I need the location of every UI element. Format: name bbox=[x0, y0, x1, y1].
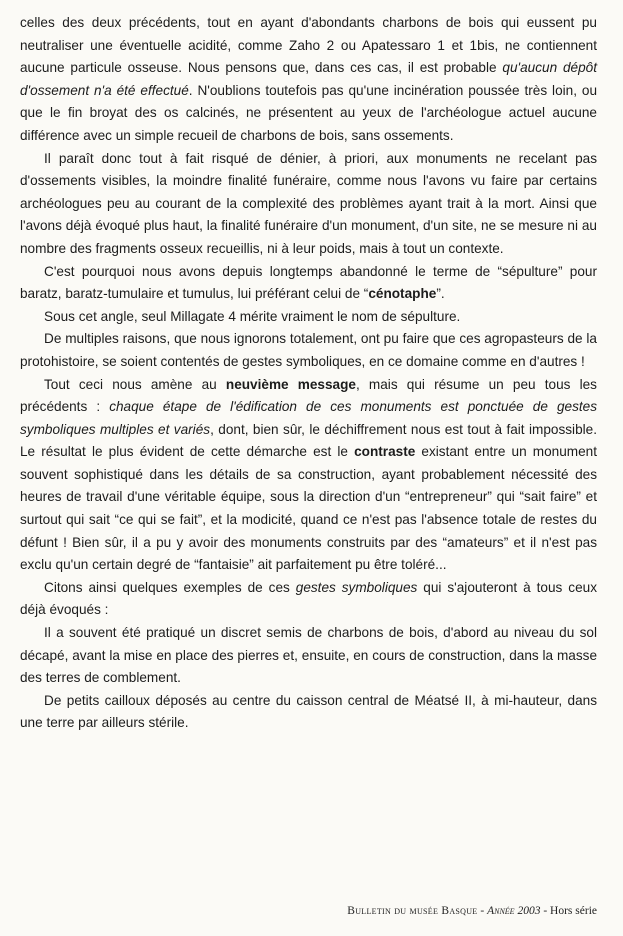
paragraph-3-bold-cenotaphe: cénotaphe bbox=[368, 286, 437, 302]
paragraph-7-emphasis: gestes symboliques bbox=[295, 579, 418, 595]
paragraph-6-text-g: existant entre un monument souvent sophistiqué dans les détails de sa construction, ayant probablement nécessité des heures de travail d'une véritable équipe, sous la direction d'un “entrepreneur” qui “sait faire” et surtout qui sait “ce qui se fait”, et la modicité, quand ce n'est pas l'absence totale de restes du défunt ! Bien sûr, il a pu y avoir des monuments construits par des “amateurs” et il n'est pas exclu qu'un certain degré de “fantaisie” ait parfaitement pu être toléré... bbox=[20, 444, 597, 573]
footer-journal-title: Bulletin du musée Basque bbox=[347, 905, 478, 917]
paragraph-3-text-a: C'est pourquoi nous avons depuis longtemps abandonné le terme de “sépulture” pour baratz, baratz-tumulaire et tumulus, lui préférant celui de “ bbox=[20, 263, 597, 302]
paragraph-1-emphasis: qu'aucun dépôt d'ossement n'a été effectué bbox=[20, 60, 597, 98]
paragraph-6-text-a: Tout ceci nous amène au bbox=[44, 376, 226, 392]
paragraph-7-text-a: Citons ainsi quelques exemples de ces bbox=[44, 579, 296, 595]
paragraph-6-emphasis: chaque étape de l'édification de ces monuments est ponctuée de gestes symboliques multiples et variés bbox=[20, 399, 597, 437]
paragraph-3 bbox=[20, 261, 597, 306]
paragraph-9: De petits cailloux déposés au centre du caisson central de Méatsé II, à mi-hauteur, dans une terre par ailleurs stérile. bbox=[20, 692, 597, 731]
paragraph-7-text-c: qui s'ajouteront à tous ceux déjà évoqués : bbox=[20, 579, 597, 618]
paragraph-8: Il a souvent été pratiqué un discret semis de charbons de bois, d'abord au niveau du sol décapé, avant la mise en place des pierres et, ensuite, en cours de construction, dans la masse des terres de comblement. bbox=[20, 625, 597, 686]
footer-separator: - bbox=[540, 905, 551, 917]
body-text bbox=[20, 12, 597, 735]
paragraph-6-bold-contraste: contraste bbox=[354, 444, 416, 460]
running-footer bbox=[347, 905, 597, 917]
paragraph-1-text-a: celles des deux précédents, tout en ayant d'abondants charbons de bois qui eussent pu neutraliser une éventuelle acidité, comme Zaho 2 ou Apatessaro 1 et 1bis, ne contiennent aucune particule osseuse. Nous pensons que, dans ces cas, il est probable bbox=[20, 15, 597, 76]
footer-year: Année 2003 bbox=[487, 905, 541, 917]
paragraph-5: De multiples raisons, que nous ignorons totalement, ont pu faire que ces agropasteurs de la protohistoire, se soient contentés de gestes symboliques, en ce domaine comme en d'autres ! bbox=[20, 331, 597, 369]
paragraph-6-text-e: , dont, bien sûr, le déchiffrement nous est tout à fait impossible. Le résultat le plus évident de cette démarche est le bbox=[20, 421, 597, 460]
paragraph-6-text-c: , mais qui résume un peu tous les précédents : bbox=[20, 376, 597, 415]
paragraph-7 bbox=[20, 577, 597, 622]
paragraph-2: Il paraît donc tout à fait risqué de dénier, à priori, aux monuments ne recelant pas d'ossements visibles, la moindre finalité funéraire, comme nous l'avons vu faire par certains archéologues peu au courant de la complexité des problèmes ayant trait à la mort. Ainsi que l'avons déjà évoqué plus haut, la finalité funéraire d'un monument, d'un site, ne se mesure ni au nombre des fragments osseux recueillis, ni à leur poids, mais à tout un contexte. bbox=[20, 150, 597, 256]
footer-series: Hors série bbox=[550, 905, 597, 917]
paragraph-3-text-c: ”. bbox=[436, 286, 445, 302]
paragraph-6 bbox=[20, 374, 597, 577]
footer-separator: - bbox=[477, 905, 488, 917]
paragraph-1 bbox=[20, 12, 597, 148]
paragraph-4: Sous cet angle, seul Millagate 4 mérite vraiment le nom de sépulture. bbox=[44, 308, 461, 324]
paragraph-1-text-c: . N'oublions toutefois pas qu'une incinération poussée très loin, ou que le fin broyat des os calcinés, ne présentent au yeux de l'archéologue actuel aucune différence avec un simple recueil de charbons de bois, sans ossements. bbox=[20, 82, 597, 143]
paragraph-6-bold-message: neuvième message bbox=[225, 376, 356, 392]
